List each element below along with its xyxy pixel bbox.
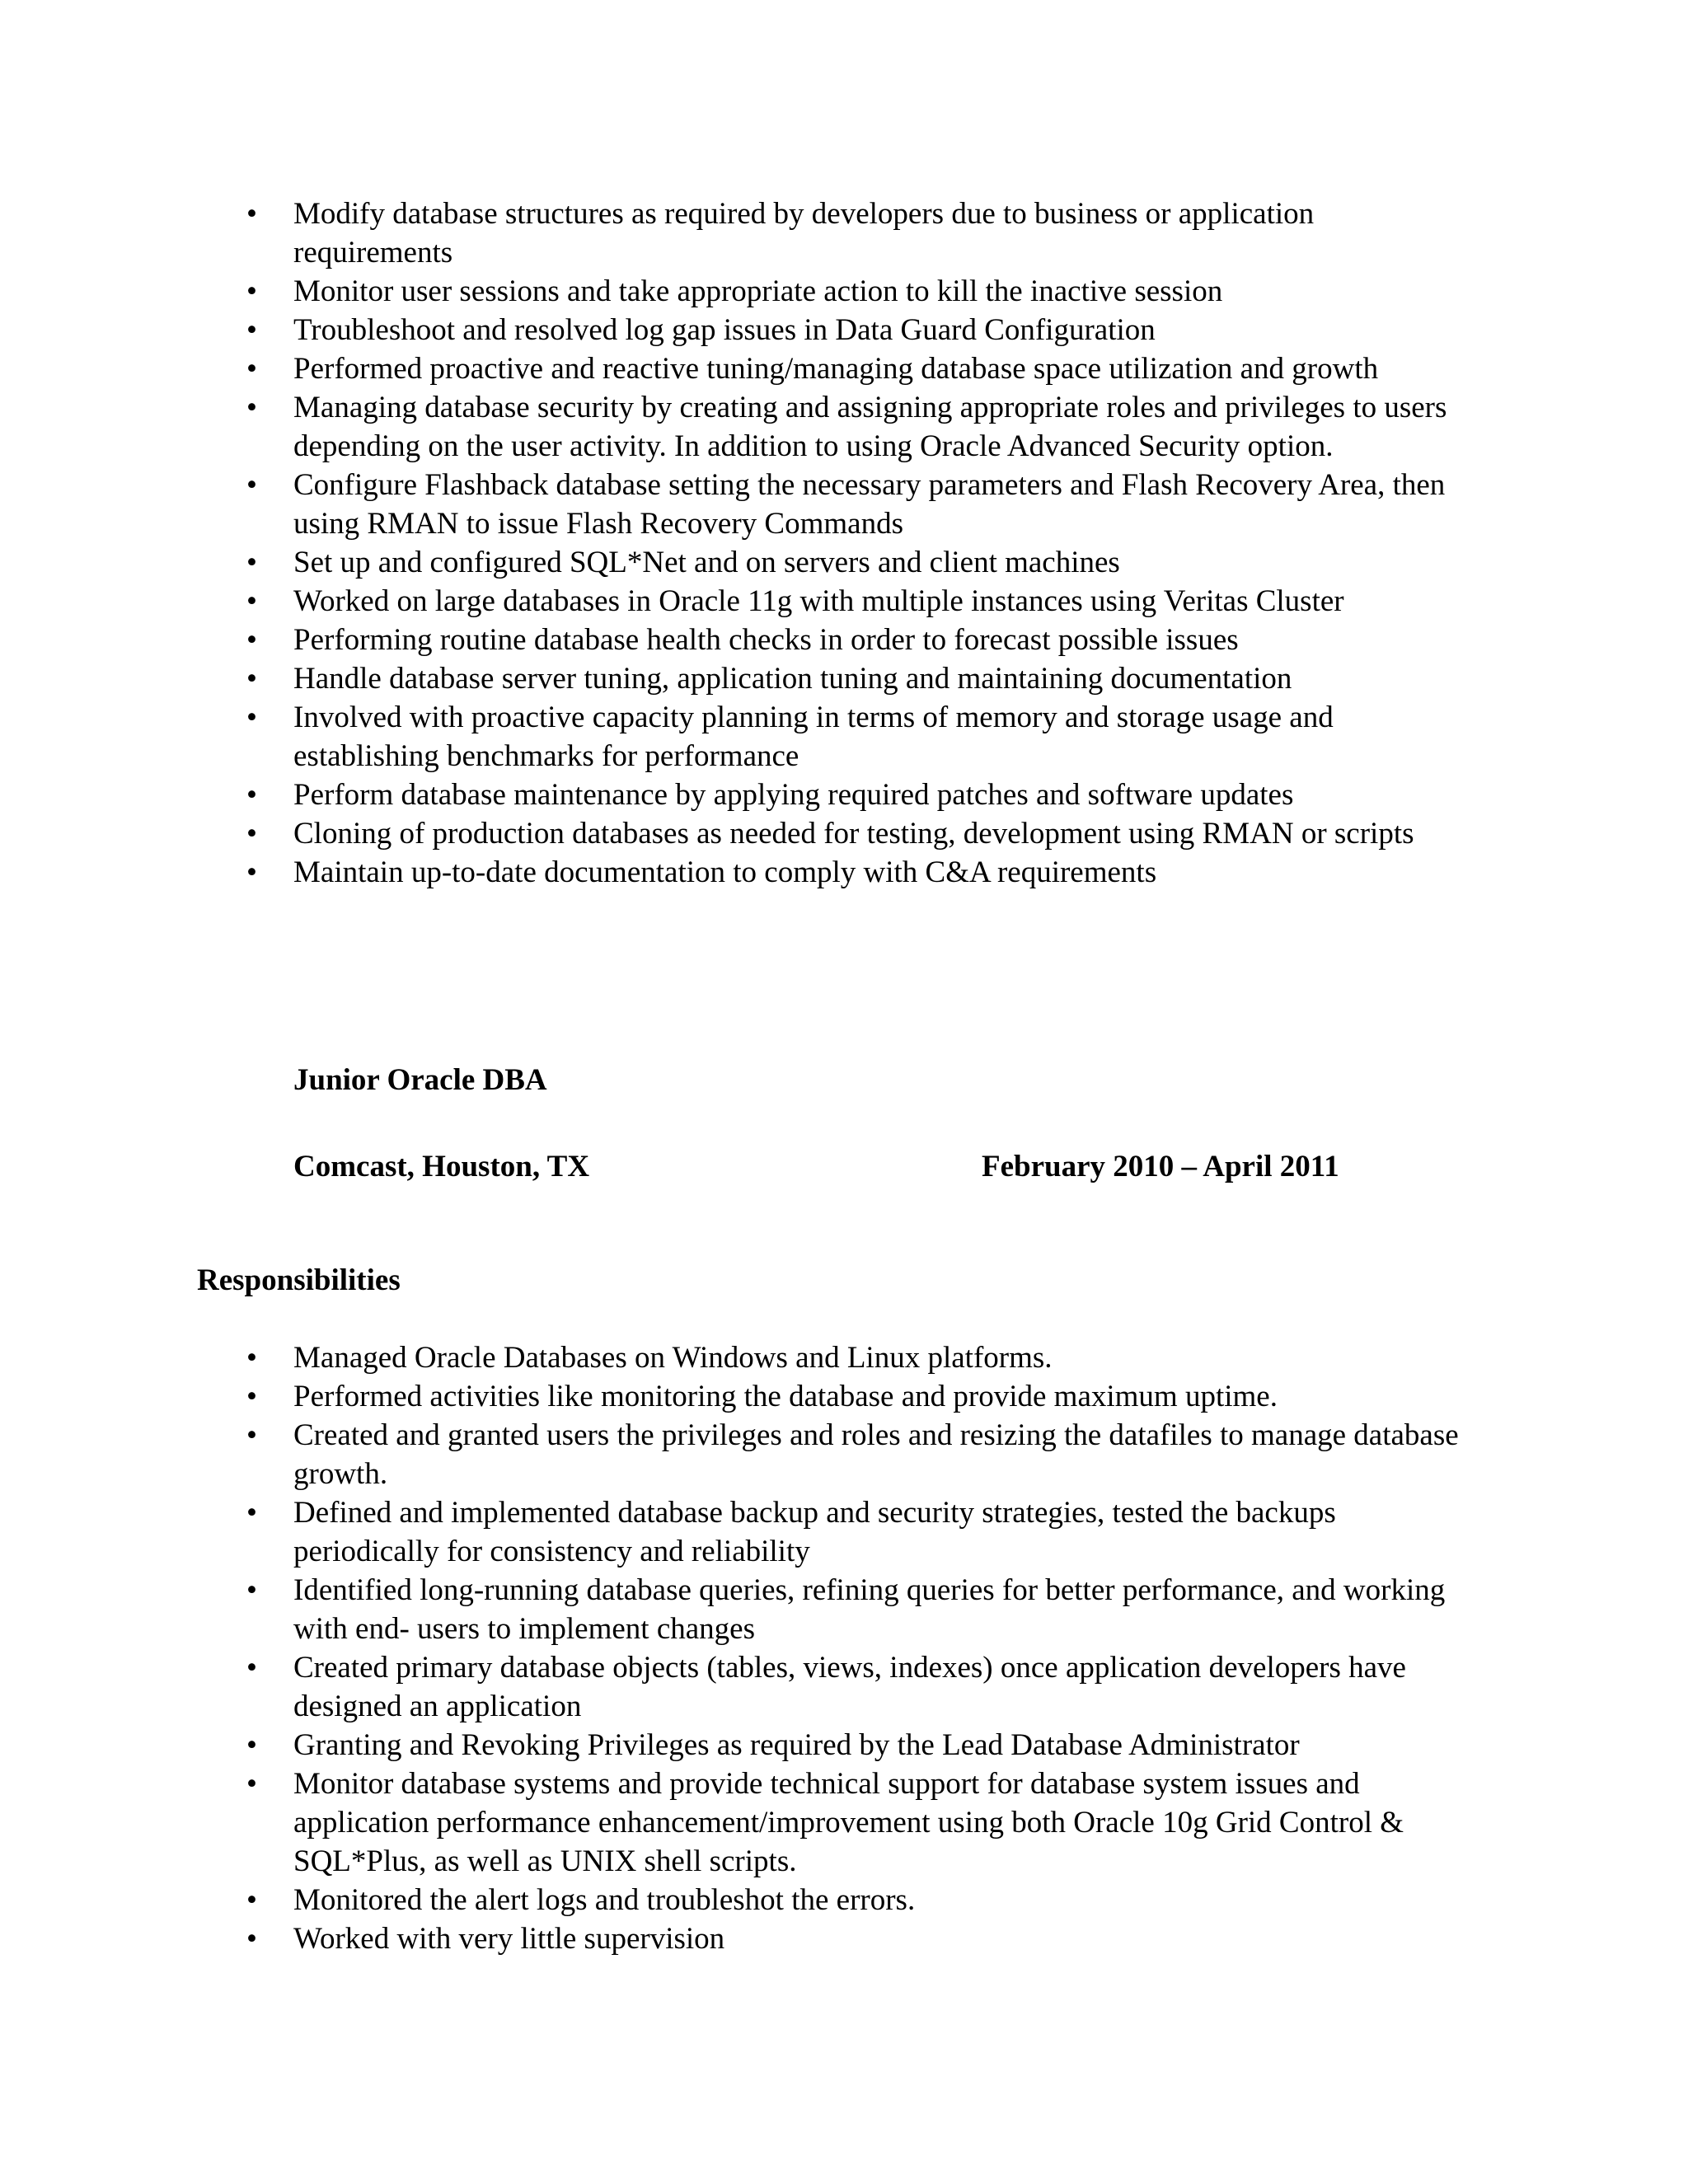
list-item: • Managed Oracle Databases on Windows and Linux platforms. (293, 1338, 1480, 1377)
list-item: • Handle database server tuning, application tuning and maintaining documentation (293, 659, 1480, 698)
list-item: • Granting and Revoking Privileges as required by the Lead Database Administrator (293, 1726, 1480, 1765)
list-item: • Performing routine database health checks in order to forecast possible issues (293, 621, 1480, 659)
list-item: • Configure Flashback database setting the necessary parameters and Flash Recovery Area, then using RMAN to issue Flash Recovery Commands (293, 466, 1480, 543)
list-item: • Created primary database objects (tables, views, indexes) once application developers have designed an application (293, 1648, 1480, 1726)
list-item: • Set up and configured SQL*Net and on servers and client machines (293, 543, 1480, 582)
list-item: • Perform database maintenance by applying required patches and software updates (293, 776, 1480, 814)
responsibilities-list (293, 1338, 1480, 1958)
list-item: • Defined and implemented database backup and security strategies, tested the backups periodically for consistency and reliability (293, 1493, 1480, 1571)
list-item: • Worked with very little supervision (293, 1919, 1480, 1958)
list-item: • Monitored the alert logs and troubleshot the errors. (293, 1881, 1480, 1919)
job-title: Junior Oracle DBA (293, 1063, 547, 1097)
list-item: • Involved with proactive capacity planning in terms of memory and storage usage and establishing benchmarks for performance (293, 698, 1480, 776)
list-item: • Performed activities like monitoring the database and provide maximum uptime. (293, 1377, 1480, 1416)
list-item: • Worked on large databases in Oracle 11g with multiple instances using Veritas Cluster (293, 582, 1480, 621)
employment-dates: February 2010 – April 2011 (982, 1150, 1339, 1183)
list-item: • Maintain up-to-date documentation to comply with C&A requirements (293, 853, 1480, 892)
list-item: • Troubleshoot and resolved log gap issues in Data Guard Configuration (293, 311, 1480, 349)
list-item: • Managing database security by creating and assigning appropriate roles and privileges to users depending on the user activity. In addition to using Oracle Advanced Security option. (293, 388, 1480, 466)
list-item: • Cloning of production databases as needed for testing, development using RMAN or scripts (293, 814, 1480, 853)
list-item: • Monitor user sessions and take appropriate action to kill the inactive session (293, 272, 1480, 311)
company-location: Comcast, Houston, TX (293, 1150, 590, 1183)
list-item: • Created and granted users the privileges and roles and resizing the datafiles to manage database growth. (293, 1416, 1480, 1493)
list-item: • Modify database structures as required by developers due to business or application requirements (293, 194, 1480, 272)
list-item: • Monitor database systems and provide technical support for database system issues and application performance enhancement/improvement using both Oracle 10g Grid Control & SQL*Plus, as well as UNIX shell scripts. (293, 1765, 1480, 1881)
duties-list (293, 194, 1480, 892)
list-item: • Performed proactive and reactive tuning/managing database space utilization and growth (293, 349, 1480, 388)
list-item: • Identified long-running database queries, refining queries for better performance, and working with end- users to implement changes (293, 1571, 1480, 1648)
responsibilities-heading: Responsibilities (197, 1263, 401, 1297)
